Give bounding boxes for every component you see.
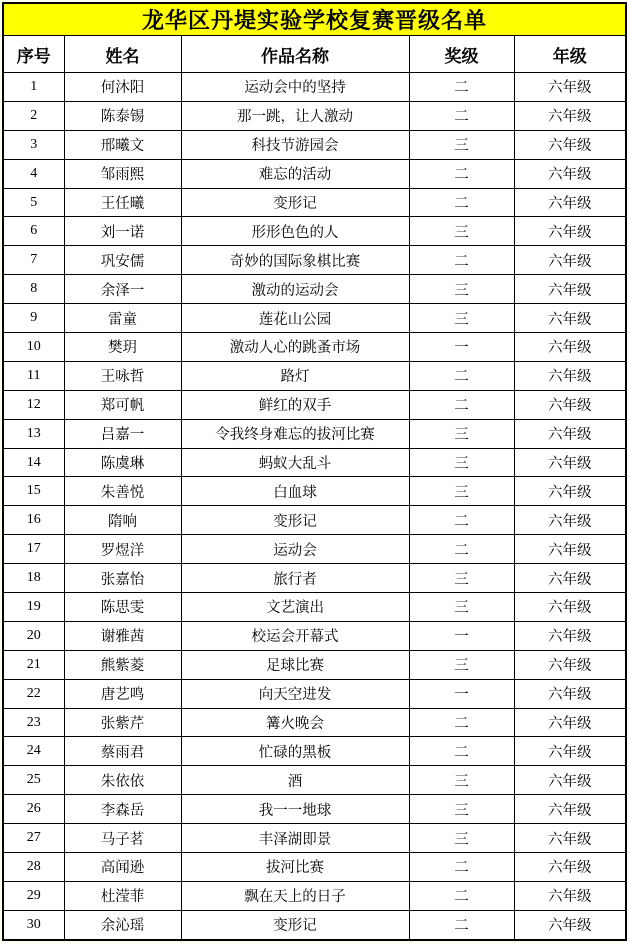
cell-award: 二: [409, 101, 514, 130]
cell-award: 二: [409, 246, 514, 275]
cell-work: 激动的运动会: [181, 275, 409, 304]
cell-award: 三: [409, 593, 514, 622]
cell-work: 忙碌的黑板: [181, 737, 409, 766]
cell-name: 雷童: [64, 304, 181, 333]
cell-name: 高闻逊: [64, 853, 181, 882]
cell-no: 18: [3, 564, 64, 593]
cell-no: 29: [3, 881, 64, 910]
cell-work: 丰泽湖即景: [181, 824, 409, 853]
col-header-grade: 年级: [514, 36, 626, 73]
table-row: [3, 448, 626, 477]
cell-name: 张嘉怡: [64, 564, 181, 593]
table-row: [3, 159, 626, 188]
cell-grade: 六年级: [514, 217, 626, 246]
cell-grade: 六年级: [514, 333, 626, 362]
cell-no: 24: [3, 737, 64, 766]
cell-grade: 六年级: [514, 795, 626, 824]
cell-grade: 六年级: [514, 708, 626, 737]
cell-work: 飘在天上的日子: [181, 881, 409, 910]
cell-work: 形形色色的人: [181, 217, 409, 246]
table-row: [3, 881, 626, 910]
col-header-award: 奖级: [409, 36, 514, 73]
cell-award: 三: [409, 275, 514, 304]
cell-award: 二: [409, 390, 514, 419]
cell-award: 一: [409, 621, 514, 650]
cell-award: 二: [409, 506, 514, 535]
cell-award: 二: [409, 737, 514, 766]
cell-name: 郑可帆: [64, 390, 181, 419]
table-row: [3, 304, 626, 333]
cell-name: 余泽一: [64, 275, 181, 304]
cell-no: 11: [3, 361, 64, 390]
table-row: [3, 217, 626, 246]
cell-grade: 六年级: [514, 679, 626, 708]
cell-no: 17: [3, 535, 64, 564]
cell-award: 三: [409, 304, 514, 333]
cell-grade: 六年级: [514, 477, 626, 506]
table-row: [3, 564, 626, 593]
cell-award: 二: [409, 910, 514, 939]
cell-no: 10: [3, 333, 64, 362]
table-row: [3, 910, 626, 939]
cell-name: 余沁瑶: [64, 910, 181, 939]
cell-name: 陈思雯: [64, 593, 181, 622]
cell-name: 唐艺鸣: [64, 679, 181, 708]
col-header-name: 姓名: [64, 36, 181, 73]
cell-no: 14: [3, 448, 64, 477]
cell-grade: 六年级: [514, 73, 626, 102]
cell-name: 何沐阳: [64, 73, 181, 102]
cell-no: 6: [3, 217, 64, 246]
col-header-work: 作品名称: [181, 36, 409, 73]
cell-award: 二: [409, 881, 514, 910]
cell-award: 三: [409, 795, 514, 824]
cell-name: 隋响: [64, 506, 181, 535]
cell-grade: 六年级: [514, 159, 626, 188]
cell-name: 邹雨熙: [64, 159, 181, 188]
cell-no: 26: [3, 795, 64, 824]
cell-no: 13: [3, 419, 64, 448]
table-row: [3, 766, 626, 795]
table-row: [3, 650, 626, 679]
table-row: [3, 535, 626, 564]
cell-name: 邢曦文: [64, 130, 181, 159]
cell-work: 变形记: [181, 910, 409, 939]
cell-grade: 六年级: [514, 188, 626, 217]
cell-grade: 六年级: [514, 621, 626, 650]
cell-work: 校运会开幕式: [181, 621, 409, 650]
cell-work: 变形记: [181, 506, 409, 535]
cell-no: 20: [3, 621, 64, 650]
cell-grade: 六年级: [514, 737, 626, 766]
cell-work: 旅行者: [181, 564, 409, 593]
cell-work: 奇妙的国际象棋比赛: [181, 246, 409, 275]
cell-work: 变形记: [181, 188, 409, 217]
cell-award: 三: [409, 419, 514, 448]
cell-work: 路灯: [181, 361, 409, 390]
cell-grade: 六年级: [514, 824, 626, 853]
cell-grade: 六年级: [514, 275, 626, 304]
cell-name: 罗煜洋: [64, 535, 181, 564]
cell-work: 鲜红的双手: [181, 390, 409, 419]
table-row: [3, 506, 626, 535]
cell-no: 7: [3, 246, 64, 275]
cell-grade: 六年级: [514, 910, 626, 939]
cell-grade: 六年级: [514, 390, 626, 419]
cell-name: 巩安儒: [64, 246, 181, 275]
cell-award: 二: [409, 853, 514, 882]
table-row: [3, 419, 626, 448]
cell-name: 张紫芹: [64, 708, 181, 737]
cell-award: 三: [409, 650, 514, 679]
cell-award: 三: [409, 217, 514, 246]
cell-grade: 六年级: [514, 593, 626, 622]
cell-no: 21: [3, 650, 64, 679]
cell-no: 3: [3, 130, 64, 159]
cell-no: 27: [3, 824, 64, 853]
cell-work: 令我终身难忘的拔河比赛: [181, 419, 409, 448]
cell-work: 白血球: [181, 477, 409, 506]
cell-work: 酒: [181, 766, 409, 795]
cell-work: 蚂蚁大乱斗: [181, 448, 409, 477]
cell-award: 三: [409, 564, 514, 593]
cell-work: 难忘的活动: [181, 159, 409, 188]
cell-work: 那一跳，让人激动: [181, 101, 409, 130]
cell-name: 刘一诺: [64, 217, 181, 246]
cell-award: 三: [409, 477, 514, 506]
table-row: [3, 275, 626, 304]
table-row: [3, 824, 626, 853]
cell-name: 李森岳: [64, 795, 181, 824]
cell-name: 蔡雨君: [64, 737, 181, 766]
cell-grade: 六年级: [514, 881, 626, 910]
cell-grade: 六年级: [514, 853, 626, 882]
cell-no: 1: [3, 73, 64, 102]
cell-award: 一: [409, 679, 514, 708]
cell-no: 23: [3, 708, 64, 737]
cell-no: 22: [3, 679, 64, 708]
cell-grade: 六年级: [514, 304, 626, 333]
cell-no: 12: [3, 390, 64, 419]
cell-name: 熊紫菱: [64, 650, 181, 679]
document-title: 龙华区丹堤实验学校复赛晋级名单: [3, 3, 626, 36]
table-row: [3, 73, 626, 102]
cell-name: 王任曦: [64, 188, 181, 217]
cell-grade: 六年级: [514, 535, 626, 564]
cell-name: 杜滢菲: [64, 881, 181, 910]
cell-grade: 六年级: [514, 564, 626, 593]
table-row: [3, 477, 626, 506]
cell-grade: 六年级: [514, 101, 626, 130]
cell-grade: 六年级: [514, 130, 626, 159]
cell-grade: 六年级: [514, 650, 626, 679]
cell-award: 二: [409, 188, 514, 217]
cell-name: 吕嘉一: [64, 419, 181, 448]
cell-work: 莲花山公园: [181, 304, 409, 333]
cell-name: 陈虞琳: [64, 448, 181, 477]
table-row: [3, 737, 626, 766]
cell-name: 谢雅茜: [64, 621, 181, 650]
cell-no: 9: [3, 304, 64, 333]
cell-grade: 六年级: [514, 506, 626, 535]
cell-award: 二: [409, 159, 514, 188]
cell-award: 二: [409, 708, 514, 737]
cell-name: 朱依依: [64, 766, 181, 795]
cell-work: 文艺演出: [181, 593, 409, 622]
cell-no: 8: [3, 275, 64, 304]
cell-grade: 六年级: [514, 246, 626, 275]
cell-name: 樊玥: [64, 333, 181, 362]
table-row: [3, 853, 626, 882]
cell-grade: 六年级: [514, 419, 626, 448]
table-body: [3, 73, 626, 940]
cell-name: 陈泰锡: [64, 101, 181, 130]
cell-no: 4: [3, 159, 64, 188]
table-row: [3, 333, 626, 362]
cell-no: 25: [3, 766, 64, 795]
table-row: [3, 593, 626, 622]
cell-work: 科技节游园会: [181, 130, 409, 159]
cell-award: 二: [409, 361, 514, 390]
cell-award: 一: [409, 333, 514, 362]
cell-name: 王咏哲: [64, 361, 181, 390]
cell-work: 拔河比赛: [181, 853, 409, 882]
cell-award: 三: [409, 824, 514, 853]
cell-work: 运动会: [181, 535, 409, 564]
cell-no: 5: [3, 188, 64, 217]
cell-work: 运动会中的坚持: [181, 73, 409, 102]
table-row: [3, 361, 626, 390]
col-header-no: 序号: [3, 36, 64, 73]
promotion-table: [2, 2, 627, 941]
cell-award: 二: [409, 535, 514, 564]
cell-grade: 六年级: [514, 766, 626, 795]
table-row: [3, 101, 626, 130]
cell-no: 19: [3, 593, 64, 622]
cell-no: 28: [3, 853, 64, 882]
cell-award: 三: [409, 130, 514, 159]
cell-work: 我一一地球: [181, 795, 409, 824]
cell-name: 朱善悦: [64, 477, 181, 506]
cell-work: 向天空进发: [181, 679, 409, 708]
table-row: [3, 679, 626, 708]
table-row: [3, 188, 626, 217]
cell-grade: 六年级: [514, 361, 626, 390]
cell-no: 16: [3, 506, 64, 535]
cell-award: 三: [409, 448, 514, 477]
column-header-row: [3, 36, 626, 73]
cell-work: 篝火晚会: [181, 708, 409, 737]
promotion-list-sheet: [2, 2, 625, 941]
table-row: [3, 621, 626, 650]
table-row: [3, 795, 626, 824]
cell-no: 2: [3, 101, 64, 130]
cell-name: 马子茗: [64, 824, 181, 853]
cell-work: 足球比赛: [181, 650, 409, 679]
table-row: [3, 130, 626, 159]
table-row: [3, 390, 626, 419]
cell-work: 激动人心的跳蚤市场: [181, 333, 409, 362]
table-row: [3, 708, 626, 737]
title-row: [3, 3, 626, 36]
cell-award: 二: [409, 73, 514, 102]
cell-award: 三: [409, 766, 514, 795]
cell-grade: 六年级: [514, 448, 626, 477]
table-row: [3, 246, 626, 275]
cell-no: 30: [3, 910, 64, 939]
cell-no: 15: [3, 477, 64, 506]
